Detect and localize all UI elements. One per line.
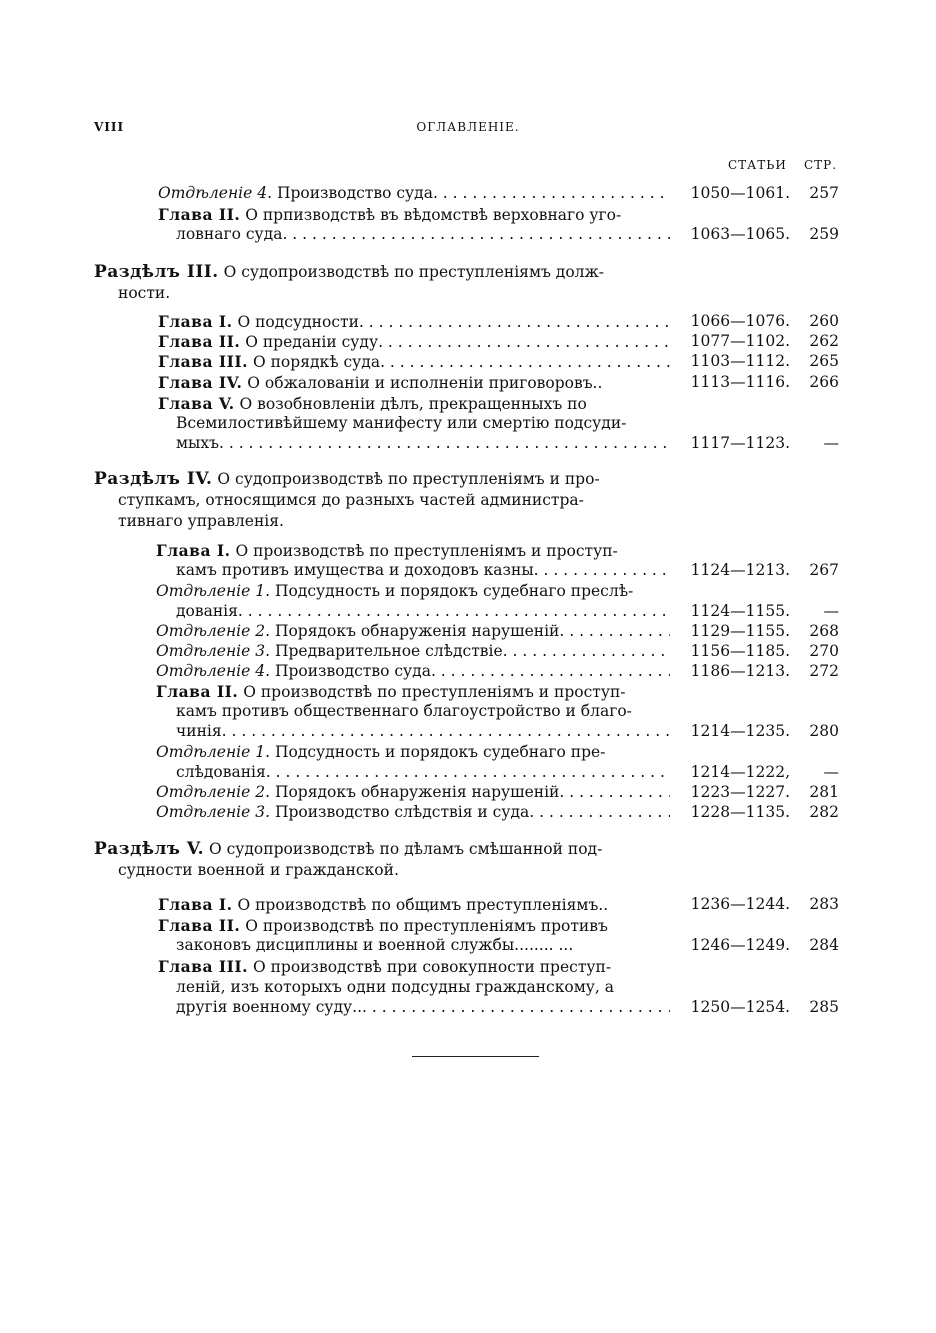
toc-label: Отдѣленіе 4.	[158, 184, 273, 202]
toc-text: О судопроизводствѣ по преступленіямъ и про-	[217, 470, 600, 488]
toc-articles: 1250—1254.	[690, 998, 790, 1016]
toc-entry	[0, 935, 936, 956]
toc-entry	[0, 393, 936, 414]
toc-label: Глава I.	[156, 541, 231, 560]
toc-text: Предварительное слѣдствіе	[274, 642, 503, 660]
toc-text: Всемилостивѣйшему манифесту или смертію подсуди-	[176, 414, 627, 432]
toc-articles: 1236—1244.	[690, 895, 790, 913]
toc-articles: 1223—1227.	[690, 783, 790, 801]
toc-label: Отдѣленіе 4.	[156, 662, 271, 680]
toc-entry	[0, 413, 936, 434]
page-title: ОГЛАВЛЕНІЕ.	[416, 120, 520, 134]
toc-page: 283	[809, 895, 839, 913]
toc-articles: 1113—1116.	[690, 373, 790, 391]
toc-label: Глава I.	[158, 312, 233, 331]
toc-page: —	[823, 434, 839, 452]
toc-entry	[0, 681, 936, 702]
toc-label: Глава IV.	[158, 373, 243, 392]
toc-page: 282	[809, 803, 839, 821]
toc-entry	[0, 860, 936, 881]
toc-articles: 1246—1249.	[690, 936, 790, 954]
toc-label: Отдѣленіе 3.	[156, 803, 271, 821]
toc-articles: 1077—1102.	[690, 332, 790, 350]
toc-text: другія военному суду..	[176, 998, 363, 1016]
toc-text: камъ противъ общественнаго благоустройство и благо-	[176, 702, 632, 720]
toc-articles: 1129—1155.	[690, 622, 790, 640]
page-number: VIII	[94, 120, 125, 134]
toc-text: Порядокъ обнаруженія нарушеній	[274, 622, 560, 640]
toc-text: Подсудность и порядокъ судебнаго пре-	[274, 743, 606, 761]
toc-text: О производствѣ по преступленіямъ и проступ-	[235, 542, 618, 560]
toc-label: Отдѣленіе 1.	[156, 743, 271, 761]
toc-page: 281	[809, 783, 839, 801]
toc-text: О производствѣ по преступленіямъ противъ	[245, 917, 608, 935]
toc-entry	[0, 721, 936, 742]
toc-entry	[0, 204, 936, 225]
toc-entry	[0, 433, 936, 454]
toc-articles: 1156—1185.	[690, 642, 790, 660]
toc-entry	[0, 372, 936, 393]
toc-articles: 1186—1213.	[690, 662, 790, 680]
toc-page: 262	[809, 332, 839, 350]
toc-articles: 1117—1123.	[690, 434, 790, 452]
toc-label: Отдѣленіе 2.	[156, 622, 271, 640]
toc-label: Глава I.	[158, 895, 233, 914]
toc-text: мыхъ	[176, 434, 219, 452]
toc-entry	[0, 956, 936, 977]
toc-articles: 1124—1213.	[690, 561, 790, 579]
toc-page: 270	[809, 642, 839, 660]
toc-page: 272	[809, 662, 839, 680]
toc-text: Производство слѣдствія и суда	[274, 803, 530, 821]
toc-entry	[0, 540, 936, 561]
toc-text: Порядокъ обнаруженія нарушеній	[274, 783, 560, 801]
toc-text: О обжалованіи и исполненіи приговоровъ..	[247, 374, 603, 392]
toc-label: Раздѣлъ IV.	[94, 469, 213, 489]
toc-entry	[0, 331, 936, 352]
toc-page: 266	[809, 373, 839, 391]
toc-text: О судопроизводствѣ по преступленіямъ долж-	[223, 263, 605, 281]
toc-entry	[0, 283, 936, 304]
page-column-header: СТР.	[804, 158, 838, 172]
toc-label: Раздѣлъ V.	[94, 839, 205, 859]
toc-text: О производствѣ при совокупности преступ-	[252, 958, 612, 976]
toc-page: 265	[809, 352, 839, 370]
toc-section-heading	[0, 469, 936, 490]
toc-section-heading	[0, 839, 936, 860]
toc-text: О подсудности	[237, 313, 359, 331]
toc-articles: 1214—1235.	[690, 722, 790, 740]
toc-text: камъ противъ имущества и доходовъ казны	[176, 561, 534, 579]
toc-text: О производствѣ по преступленіямъ и проступ-	[243, 683, 626, 701]
toc-entry	[0, 224, 936, 245]
toc-articles: 1228—1135.	[690, 803, 790, 821]
toc-text: О порядкѣ суда	[252, 353, 381, 371]
toc-page: 284	[809, 936, 839, 954]
toc-page: 267	[809, 561, 839, 579]
toc-label: Глава II.	[156, 682, 239, 701]
toc-page: —	[823, 602, 839, 620]
toc-entry	[0, 581, 936, 602]
toc-page: 259	[809, 225, 839, 243]
toc-text: О преданіи суду	[245, 333, 379, 351]
toc-text: О прпизводствѣ въ вѣдомствѣ верховнаго уго-	[245, 206, 622, 224]
toc-entry	[0, 560, 936, 581]
toc-label: Глава III.	[158, 957, 249, 976]
toc-text: дованія	[176, 602, 238, 620]
toc-page: 260	[809, 312, 839, 330]
toc-label: Отдѣленіе 3.	[156, 642, 271, 660]
toc-label: Раздѣлъ III.	[94, 262, 219, 282]
toc-entry	[0, 977, 936, 998]
toc-text: О возобновленіи дѣлъ, прекращенныхъ по	[239, 395, 587, 413]
toc-entry	[0, 997, 936, 1018]
toc-text: ступкамъ, относящимся до разныхъ частей администра-	[118, 491, 584, 509]
toc-page: 285	[809, 998, 839, 1016]
toc-label: Глава II.	[158, 332, 241, 351]
toc-text: тивнаго управленія.	[118, 512, 284, 530]
toc-page: 268	[809, 622, 839, 640]
toc-text: ловнаго суда	[176, 225, 283, 243]
toc-label: Глава V.	[158, 394, 235, 413]
toc-entry	[0, 511, 936, 532]
toc-entry	[0, 802, 936, 823]
toc-entry	[0, 762, 936, 783]
toc-entry	[0, 183, 936, 204]
toc-text: О судопроизводствѣ по дѣламъ смѣшанной под-	[208, 840, 603, 858]
toc-articles: 1103—1112.	[690, 352, 790, 370]
toc-label: Отдѣленіе 2.	[156, 783, 271, 801]
toc-section-heading	[0, 262, 936, 283]
toc-articles: 1050—1061.	[690, 184, 790, 202]
toc-text: судности военной и гражданской.	[118, 861, 399, 879]
toc-text: законовъ дисциплины и военной службы........ ...	[176, 936, 574, 954]
toc-articles: 1124—1155.	[690, 602, 790, 620]
toc-entry	[0, 621, 936, 642]
toc-text: Подсудность и порядокъ судебнаго преслѣ-	[274, 582, 634, 600]
toc-entry	[0, 641, 936, 662]
toc-entry	[0, 661, 936, 682]
toc-text: Производство суда	[276, 184, 433, 202]
toc-page: 280	[809, 722, 839, 740]
toc-label: Глава II.	[158, 205, 241, 224]
toc-entry	[0, 490, 936, 511]
toc-entry	[0, 782, 936, 803]
toc-page: —	[823, 763, 839, 781]
toc-entry	[0, 351, 936, 372]
toc-text: Производство суда	[274, 662, 431, 680]
toc-text: О производствѣ по общимъ преступленіямъ..	[237, 896, 609, 914]
toc-label: Отдѣленіе 1.	[156, 582, 271, 600]
toc-articles: 1063—1065.	[690, 225, 790, 243]
articles-column-header: СТАТЬИ	[728, 158, 787, 172]
toc-text: леній, изъ которыхъ одни подсудны гражданскому, а	[176, 978, 615, 996]
toc-entry	[0, 601, 936, 622]
toc-entry	[0, 742, 936, 763]
toc-entry	[0, 701, 936, 722]
toc-label: Глава III.	[158, 352, 249, 371]
toc-articles: 1214—1222,	[690, 763, 790, 781]
toc-label: Глава II.	[158, 916, 241, 935]
toc-text: слѣдованія	[176, 763, 266, 781]
toc-text: чинія	[176, 722, 222, 740]
toc-entry	[0, 915, 936, 936]
end-rule	[412, 1056, 539, 1057]
toc-entry	[0, 894, 936, 915]
toc-text: ности.	[118, 284, 171, 302]
toc-entry	[0, 311, 936, 332]
toc-page: 257	[809, 184, 839, 202]
toc-articles: 1066—1076.	[690, 312, 790, 330]
